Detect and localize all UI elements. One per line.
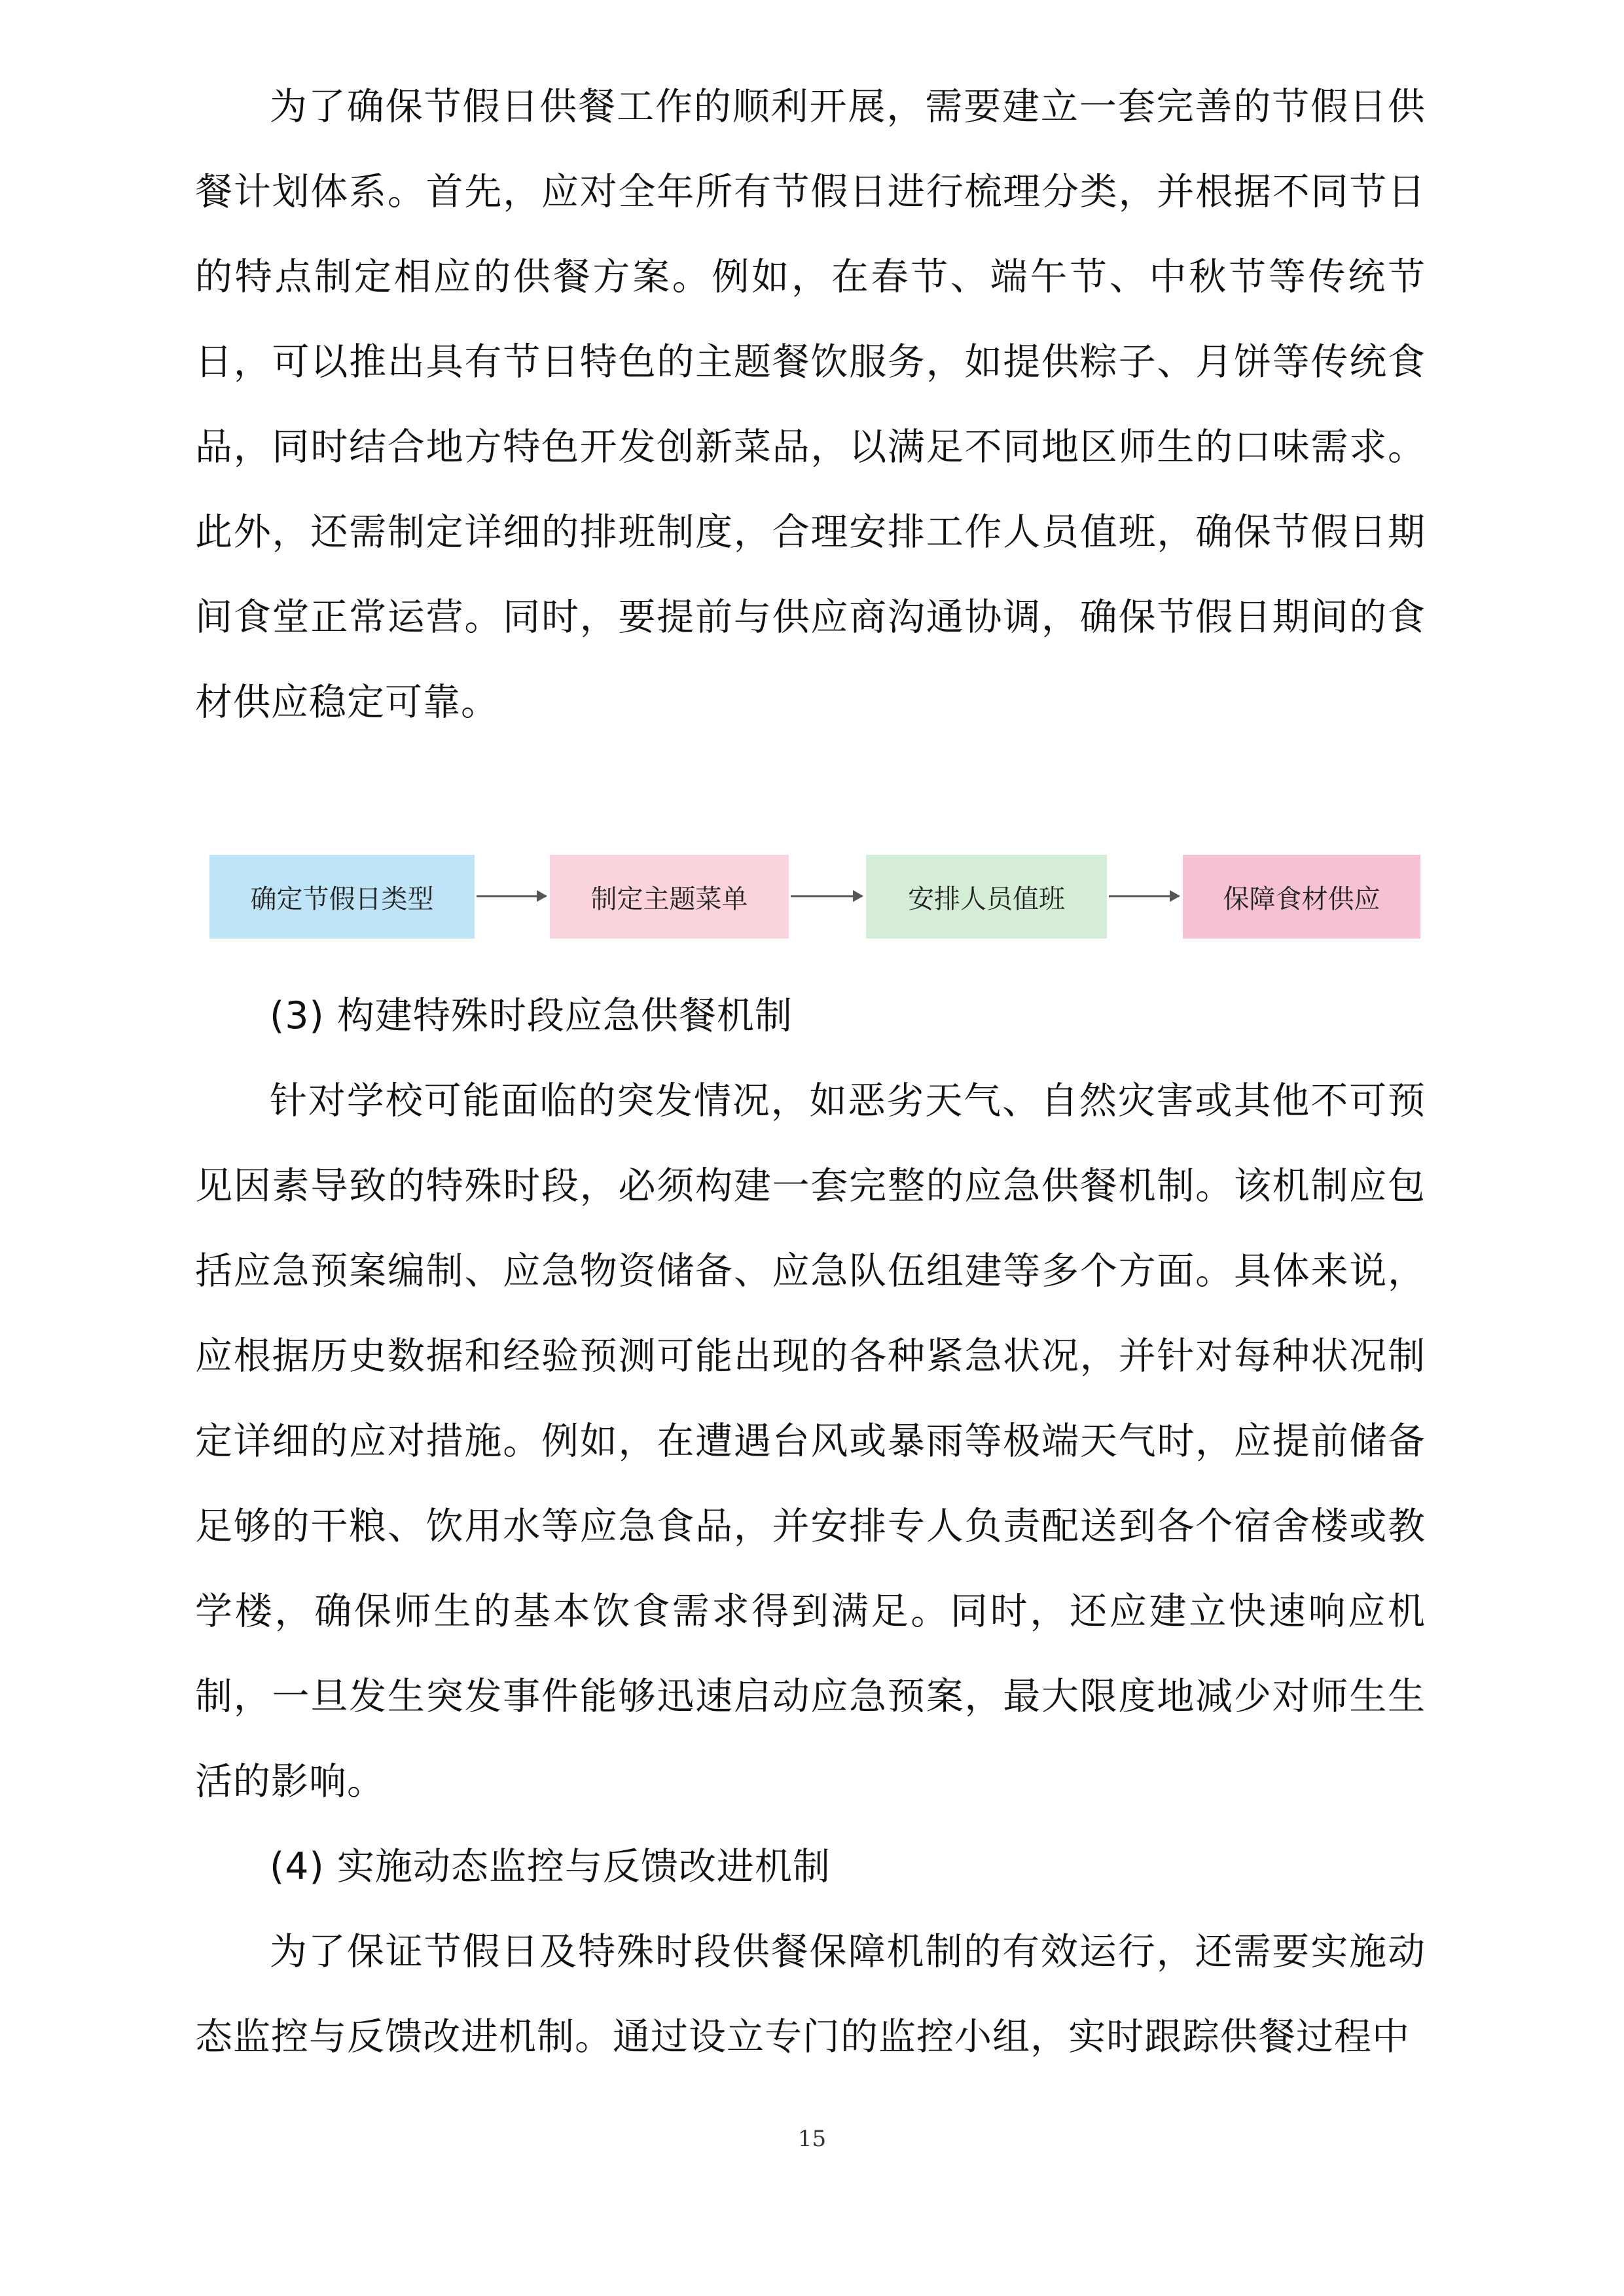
- flow-arrow-right-icon: [1109, 895, 1179, 897]
- flow-step-label: 安排人员值班: [908, 884, 1065, 914]
- paragraph-holiday-meal-plan: 为了确保节假日供餐工作的顺利开展，需要建立一套完善的节假日供餐计划体系。首先，应对全年所有节假日进行梳理分类，并根据不同节日的特点制定相应的供餐方案。例如，在春节、端午节、中秋节等传统节日，可以推出具有节日特色的主题餐饮服务，如提供粽子、月饼等传统食品，同时结合地方特色开发创新菜品，以满足不同地区师生的口味需求。此外，还需制定详细的排班制度，合理安排工作人员值班，确保节假日期间食堂正常运营。同时，要提前与供应商沟通协调，确保节假日期间的食材供应稳定可靠。: [195, 85, 1426, 724]
- section-heading-monitoring-feedback: (4) 实施动态监控与反馈改进机制: [270, 1845, 831, 1888]
- flow-step-determine-holiday-type: [209, 855, 475, 939]
- paragraph-monitoring-feedback: 为了保证节假日及特殊时段供餐保障机制的有效运行，还需要实施动态监控与反馈改进机制。通过设立专门的监控小组，实时跟踪供餐过程中: [195, 1930, 1426, 2058]
- flow-arrow-right-icon: [791, 895, 862, 897]
- page-number: 15: [797, 2126, 827, 2152]
- paragraph-emergency-meal-mechanism: 针对学校可能面临的突发情况，如恶劣天气、自然灾害或其他不可预见因素导致的特殊时段，必须构建一套完整的应急供餐机制。该机制应包括应急预案编制、应急物资储备、应急队伍组建等多个方面。具体来说，应根据历史数据和经验预测可能出现的各种紧急状况，并针对每种状况制定详细的应对措施。例如，在遭遇台风或暴雨等极端天气时，应提前储备足够的干粮、饮用水等应急食品，并安排专人负责配送到各个宿舍楼或教学楼，确保师生的基本饮食需求得到满足。同时，还应建立快速响应机制，一旦发生突发事件能够迅速启动应急预案，最大限度地减少对师生生活的影响。: [195, 1079, 1426, 1803]
- holiday-meal-flowchart: [209, 855, 1420, 939]
- flow-step-label: 制定主题菜单: [590, 884, 748, 914]
- section-heading-emergency-mechanism: (3) 构建特殊时段应急供餐机制: [270, 994, 793, 1037]
- flow-arrow-right-icon: [477, 895, 546, 897]
- flow-step-theme-menu: [550, 855, 789, 939]
- flow-step-food-supply: [1183, 855, 1420, 939]
- flow-step-label: 保障食材供应: [1223, 884, 1380, 914]
- flow-step-label: 确定节假日类型: [250, 884, 434, 914]
- flow-step-staff-schedule: [866, 855, 1107, 939]
